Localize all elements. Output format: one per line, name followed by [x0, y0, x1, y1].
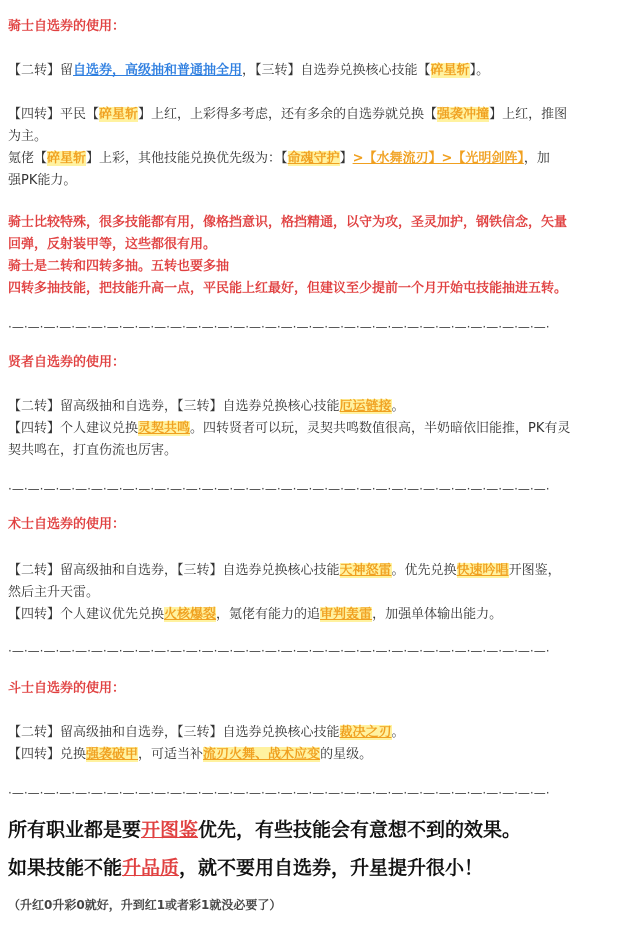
knight-line-2: [8, 104, 616, 126]
knight-line-3b: 强PK能力。: [8, 173, 77, 188]
knight-note-3: 骑士是二转和四转多抽。五转也要多抽: [8, 259, 230, 274]
sage-line-1: [8, 396, 616, 418]
text: ，加强单体输出能力。: [372, 607, 503, 622]
skill-link[interactable]: 裁决之刃: [339, 725, 392, 740]
text: 开图鉴，: [508, 563, 561, 578]
knight-note-2: 回弹，反射装甲等，这些都很有用。: [8, 237, 217, 252]
text: 优先，有些技能会有意想不到的效果。: [198, 819, 522, 841]
skill-link[interactable]: 灵契共鸣: [138, 421, 191, 436]
text: ，可适当补: [138, 747, 204, 762]
summary-line-1: [8, 816, 616, 844]
fighter-section-title: 斗士自选券的使用：: [8, 681, 126, 696]
skill-link[interactable]: 强袭破甲: [86, 747, 139, 762]
skill-link[interactable]: 命魂守护: [287, 151, 340, 166]
fighter-line-1: [8, 722, 616, 744]
text: 】: [339, 151, 353, 166]
emphasis-text: 升品质: [122, 857, 180, 879]
knight-note-4: 四转多抽技能，把技能升高一点，平民能上红最好，但建议至少提前一个月开始屯技能抽进五转。: [8, 281, 568, 296]
emphasis-text: 开图鉴: [141, 819, 199, 841]
warlock-line-1b: 然后主升天雷。: [8, 585, 100, 600]
text: 如果技能不能: [8, 857, 123, 879]
section-divider: ·—·—·—·—·—·—·—·—·—·—·—·—·—·—·—·—·—·—·—·—·—·—·—·—·—·—·—·—·—·—·—·—·—·—·: [8, 482, 550, 496]
section-divider: ·—·—·—·—·—·—·—·—·—·—·—·—·—·—·—·—·—·—·—·—·—·—·—·—·—·—·—·—·—·—·—·—·—·—·: [8, 320, 550, 334]
text: ，就不要用自选券，升星提升很小！: [179, 857, 484, 879]
text: 】上红，推图: [489, 107, 568, 122]
skill-name: 碎星斩: [99, 107, 139, 122]
knight-note-1: 骑士比较特殊，很多技能都有用，像格挡意识，格挡精通，以守为攻，圣灵加护，钢铁信念，矢量: [8, 215, 568, 230]
sage-line-2: [8, 418, 616, 440]
text: 【四转】平民【: [8, 107, 100, 122]
knight-line-1: [8, 60, 616, 82]
text: ，氪佬有能力的追: [216, 607, 321, 622]
section-divider: ·—·—·—·—·—·—·—·—·—·—·—·—·—·—·—·—·—·—·—·—·—·—·—·—·—·—·—·—·—·—·—·—·—·—·: [8, 644, 550, 658]
skill-name: 碎星斩: [47, 151, 87, 166]
text: 】上红，上彩得多考虑，还有多余的自选券就兑换【: [138, 107, 438, 122]
skill-link[interactable]: 厄运链接: [339, 399, 392, 414]
skill-link[interactable]: 审判轰雷: [320, 607, 373, 622]
skill-name: 碎星斩: [430, 63, 470, 78]
text: 。: [391, 725, 405, 740]
text: 所有职业都是要: [8, 819, 142, 841]
text: 。: [391, 399, 405, 414]
highlight-link[interactable]: 自选券，高级抽和普通抽全用: [73, 63, 243, 78]
knight-section-title: 骑士自选券的使用：: [8, 19, 126, 34]
text: 】。: [469, 63, 490, 78]
text: 。优先兑换: [391, 563, 457, 578]
warlock-section-title: 术士自选券的使用：: [8, 517, 126, 532]
text: 【二转】留高级抽和自选券，【三转】自选券兑换核心技能: [8, 563, 340, 578]
knight-line-2b: 为主。: [8, 129, 48, 144]
skill-name: 强袭冲撞: [437, 107, 490, 122]
warlock-line-1: [8, 560, 616, 582]
text: 【四转】兑换: [8, 747, 87, 762]
text: ，加: [523, 151, 550, 166]
warlock-line-2: [8, 604, 616, 626]
sage-line-2b: 契共鸣在，打直伤流也厉害。: [8, 443, 178, 458]
text: 。四转贤者可以玩，灵契共鸣数值很高，半奶暗依旧能推，PK有灵: [190, 421, 571, 436]
text: ，【三转】自选券兑换核心技能【: [242, 63, 431, 78]
skill-link[interactable]: >【水舞流刃】>【光明剑阵】: [352, 151, 524, 166]
section-divider: ·—·—·—·—·—·—·—·—·—·—·—·—·—·—·—·—·—·—·—·—·—·—·—·—·—·—·—·—·—·—·—·—·—·—·: [8, 786, 550, 800]
skill-link[interactable]: 快速吟唱: [456, 563, 509, 578]
text: 【四转】个人建议优先兑换: [8, 607, 165, 622]
skill-link[interactable]: 流刃火舞、战术应变: [203, 747, 321, 762]
sage-section-title: 贤者自选券的使用：: [8, 355, 126, 370]
text: 【四转】个人建议兑换: [8, 421, 139, 436]
summary-note: （升红0升彩0就好，升到红1或者彩1就没必要了）: [8, 898, 282, 912]
text: 】上彩，其他技能兑换优先级为：【: [86, 151, 288, 166]
text: 【二转】留高级抽和自选券，【三转】自选券兑换核心技能: [8, 725, 340, 740]
summary-line-2: [8, 854, 616, 882]
skill-link[interactable]: 火核爆裂: [164, 607, 217, 622]
knight-line-3: [8, 148, 616, 170]
text: 【二转】留高级抽和自选券，【三转】自选券兑换核心技能: [8, 399, 340, 414]
text: 氪佬【: [8, 151, 48, 166]
text: 【二转】留: [8, 63, 74, 78]
text: 的星级。: [320, 747, 373, 762]
fighter-line-2: [8, 744, 616, 766]
skill-link[interactable]: 天神怒雷: [339, 563, 392, 578]
